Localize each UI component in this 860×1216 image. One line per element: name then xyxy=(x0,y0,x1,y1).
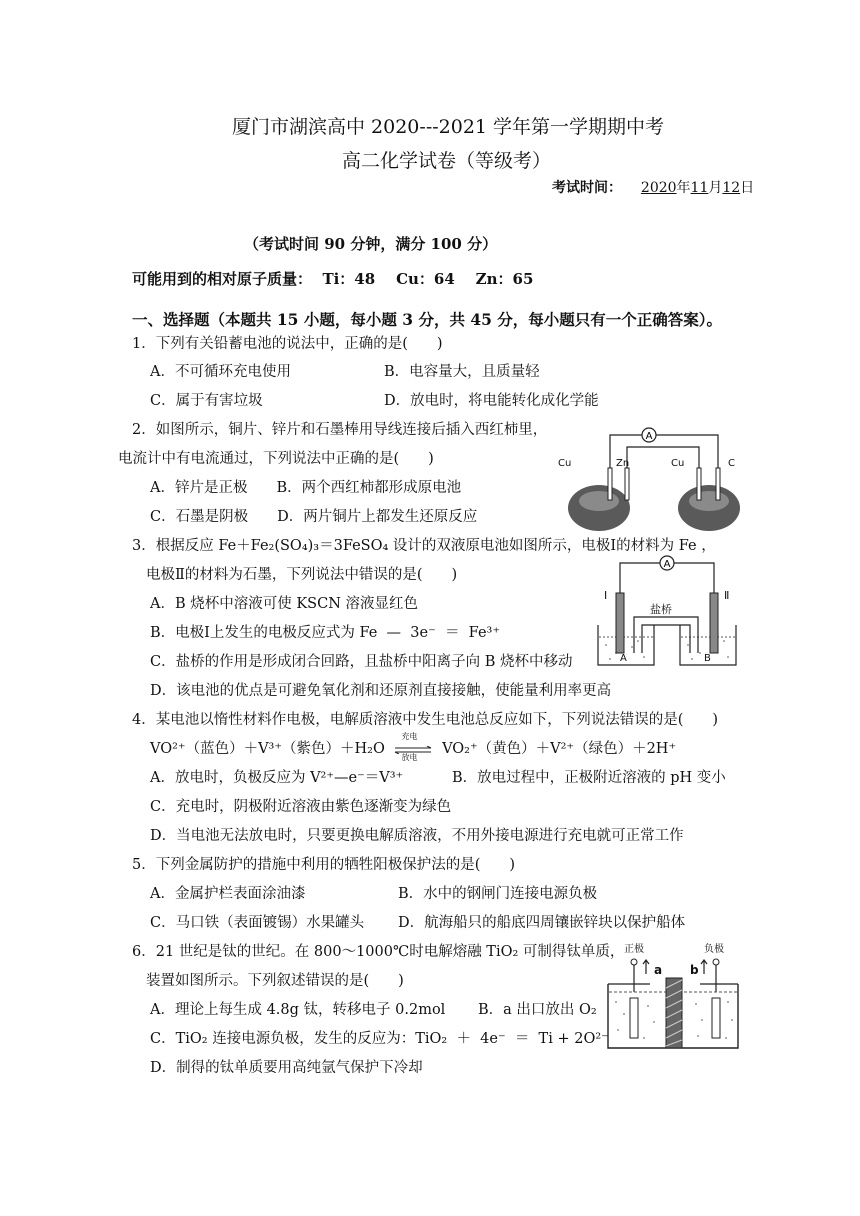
atomic-masses: 可能用到的相对原子质量： Ti：48 Cu：64 Zn：65 xyxy=(132,270,534,288)
q1-option-d: D．放电时，将电能转化成化学能 xyxy=(384,393,599,409)
q3-option-b: B．电极Ⅰ上发生的电极反应式为 Fe — 3e⁻ ＝ Fe³⁺ xyxy=(150,625,500,641)
section-heading: 一、选择题（本题共 15 小题，每小题 3 分，共 45 分，每小题只有一个正确答案）。 xyxy=(132,310,723,329)
q3-ammeter-label: A xyxy=(663,559,671,570)
q6-option-b: B．a 出口放出 O₂ xyxy=(478,1002,597,1018)
q6-option-a: A．理论上每生成 4.8g 钛，转移电子 0.2mol xyxy=(150,1002,446,1018)
q6-option-c: C．TiO₂ 连接电源负极，发生的反应为：TiO₂ ＋ 4e⁻ ＝ Ti + 2O²⁻ xyxy=(150,1031,609,1047)
q6-label-positive: 正极 xyxy=(624,944,644,955)
q4-option-b: B．放电过程中，正极附近溶液的 pH 变小 xyxy=(452,770,726,786)
q3-label-electrode-1: Ⅰ xyxy=(604,589,608,602)
exam-subtitle: 高二化学试卷（等级考） xyxy=(342,150,552,172)
q1-option-c: C．属于有害垃圾 xyxy=(150,393,263,409)
q2-label-cu1: Cu xyxy=(558,458,572,469)
q5-option-c: C．马口铁（表面镀锡）水果罐头 xyxy=(150,915,365,931)
q4-option-a: A．放电时，负极反应为 V²⁺—e⁻＝V³⁺ xyxy=(150,770,404,786)
q3-label-electrode-2: Ⅱ xyxy=(724,589,730,602)
q3-stem-line1: 3．根据反应 Fe＋Fe₂(SO₄)₃＝3FeSO₄ 设计的双液原电池如图所示，电极Ⅰ的材料为 Fe ， xyxy=(132,538,716,554)
q2-options-cd: C．石墨是阴极 D．两片铜片上都发生还原反应 xyxy=(150,509,478,525)
q2-stem-line2: 电流计中有电流通过，下列说法中正确的是( ) xyxy=(118,451,434,467)
duration-note: （考试时间 90 分钟，满分 100 分） xyxy=(244,235,498,253)
q6-electrolysis-figure xyxy=(604,940,740,1052)
year-unit: 年 xyxy=(676,180,691,196)
q3-label-beaker-a: A xyxy=(620,653,627,664)
q5-stem: 5．下列金属防护的措施中利用的牺牲阳极保护法的是( ) xyxy=(132,857,516,873)
exam-year: 2020 xyxy=(640,180,677,196)
q2-label-c: C xyxy=(728,458,735,469)
q2-options-ab: A．锌片是正极 B．两个西红柿都形成原电池 xyxy=(150,480,462,496)
q1-option-b: B．电容量大，且质量轻 xyxy=(384,364,540,380)
q2-stem-line1: 2．如图所示，铜片、锌片和石墨棒用导线连接后插入西红柿里， xyxy=(132,422,548,438)
q4-reversible-arrow xyxy=(393,732,433,762)
q4-option-d: D．当电池无法放电时，只要更换电解质溶液，不用外接电源进行充电就可正常工作 xyxy=(150,828,684,844)
q4-equation-right: VO₂⁺（黄色）＋V²⁺（绿色）＋2H⁺ xyxy=(442,741,677,757)
q4-option-c: C．充电时，阴极附近溶液由紫色逐渐变为绿色 xyxy=(150,799,452,815)
q2-label-zn: Zn xyxy=(616,458,630,469)
q1-option-a: A．不可循环充电使用 xyxy=(150,364,291,380)
q4-equation-left: VO²⁺（蓝色）＋V³⁺（紫色）＋H₂O xyxy=(150,741,385,757)
q3-option-d: D．该电池的优点是可避免氧化剂和还原剂直接接触，使能量利用率更高 xyxy=(150,683,612,699)
q5-option-b: B．水中的钢闸门连接电源负极 xyxy=(398,886,598,902)
q6-label-outlet-b: b xyxy=(690,963,699,977)
q3-option-a: A．B 烧杯中溶液可使 KSCN 溶液显红色 xyxy=(150,596,419,612)
q3-label-salt-bridge: 盐桥 xyxy=(650,603,672,616)
q6-stem-line1: 6．21 世纪是钛的世纪。在 800～1000℃时电解熔融 TiO₂ 可制得钛单质， xyxy=(132,944,625,960)
q3-stem-line2: 电极Ⅱ的材料为石墨，下列说法中错误的是( ) xyxy=(146,567,458,583)
q4-stem: 4．某电池以惰性材料作电极，电解质溶液中发生电池总反应如下，下列说法错误的是( ) xyxy=(132,712,719,728)
q3-option-c: C．盐桥的作用是形成闭合回路，且盐桥中阳离子向 B 烧杯中移动 xyxy=(150,654,573,670)
q2-tomato-cell-figure xyxy=(552,423,762,533)
exam-title: 厦门市湖滨高中 2020---2021 学年第一学期期中考 xyxy=(232,116,665,138)
day-unit: 日 xyxy=(740,180,755,196)
q6-option-d: D．制得的钛单质要用高纯氩气保护下冷却 xyxy=(150,1060,423,1076)
q4-equation xyxy=(150,732,677,762)
q2-ammeter-label: A xyxy=(645,431,653,442)
month-unit: 月 xyxy=(708,180,723,196)
q3-salt-bridge-figure xyxy=(592,553,738,671)
q6-label-outlet-a: a xyxy=(654,963,663,977)
q2-label-cu2: Cu xyxy=(671,458,685,469)
q4-arrow-bottom-label: 放电 xyxy=(401,753,418,762)
exam-date xyxy=(552,177,754,197)
exam-month: 11 xyxy=(690,180,709,196)
q5-option-a: A．金属护栏表面涂油漆 xyxy=(150,886,306,902)
q3-label-beaker-b: B xyxy=(704,653,711,664)
q6-stem-line2: 装置如图所示。下列叙述错误的是( ) xyxy=(146,973,404,989)
q5-option-d: D．航海船只的船底四周镶嵌锌块以保护船体 xyxy=(398,915,686,931)
exam-time-label: 考试时间： xyxy=(552,180,622,196)
q6-label-negative: 负极 xyxy=(704,944,724,955)
exam-day: 12 xyxy=(722,180,741,196)
q1-stem: 1．下列有关铅蓄电池的说法中，正确的是( ) xyxy=(132,336,443,352)
q4-arrow-top-label: 充电 xyxy=(401,732,418,741)
